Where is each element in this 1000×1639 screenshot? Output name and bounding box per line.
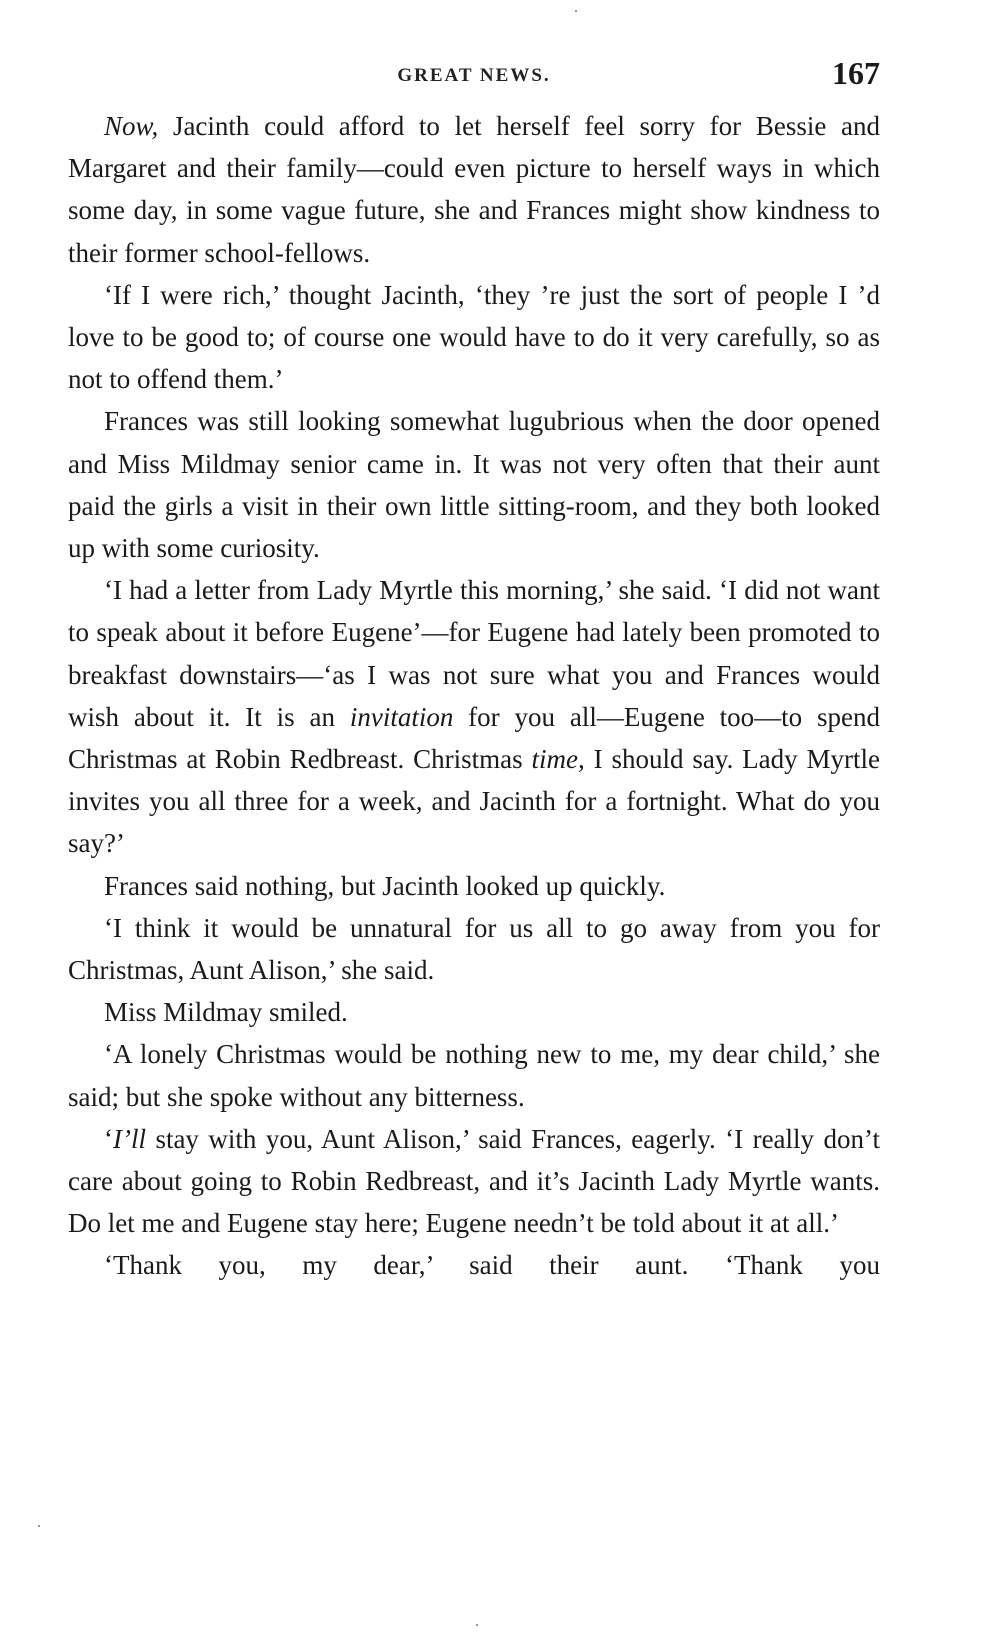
paragraph: Frances was still looking somewhat lugubrious when the door opened and Miss Mildmay senior came in. It was not very often that their aunt paid the girls a visit in their own little sitting-room, and they both looked up with some curiosity. bbox=[68, 406, 880, 564]
paragraph: ‘I had a letter from Lady Myrtle this morning,’ she said. ‘I did not want to speak about it before Eugene’—for Eugene had lately been promoted to breakfast downstairs—‘as I was not sure what you and Frances would wish about it. It is an invitation for you all—Eugene too—to spend Christmas at Robin Redbreast. Christmas time, I should say. Lady Myrtle invites you all three for a week, and Jacinth for a fortnight. What do you say?’ bbox=[68, 575, 881, 859]
book-page bbox=[68, 55, 880, 1287]
italic-word: I’ll bbox=[113, 1123, 146, 1154]
scan-speck bbox=[476, 1624, 478, 1626]
running-head: GREAT NEWS. bbox=[397, 65, 551, 86]
page-number: 167 bbox=[832, 55, 880, 91]
paragraph: ‘If I were rich,’ thought Jacinth, ‘they ’re just the sort of people I ’d love to be good to; of course one would have to do it very carefully, so as not to offend them.’ bbox=[68, 279, 880, 395]
italic-word: Now, bbox=[104, 111, 159, 141]
scan-speck bbox=[38, 1525, 40, 1527]
paragraph: ‘A lonely Christmas would be nothing new to me, my dear child,’ she said; but she spoke without any bitterness. bbox=[68, 1039, 880, 1112]
paragraph: Miss Mildmay smiled. bbox=[104, 997, 348, 1028]
scan-speck bbox=[575, 10, 577, 12]
italic-word: time, bbox=[531, 744, 585, 775]
page-header bbox=[68, 55, 880, 105]
paragraph: Frances said nothing, but Jacinth looked up quickly. bbox=[104, 870, 666, 901]
body-text bbox=[68, 105, 880, 1287]
italic-word: invitation bbox=[349, 701, 454, 732]
paragraph: ‘I’ll stay with you, Aunt Alison,’ said Frances, eagerly. ‘I really don’t care about going to Robin Redbreast, and it’s Jacinth Lady Myrtle wants. Do let me and Eugene stay here; Eugene needn’t be told about it at all.’ bbox=[68, 1123, 880, 1239]
paragraph: ‘Thank you, my dear,’ said their aunt. ‘Thank you bbox=[104, 1250, 880, 1281]
paragraph: Now, Jacinth could afford to let herself feel sorry for Bessie and Margaret and their family—could even picture to herself ways in which some day, in some vague future, she and Frances might show kindness to their former school-fellows. bbox=[68, 111, 880, 268]
paragraph: ‘I think it would be unnatural for us all to go away from you for Christmas, Aunt Alison,’ she said. bbox=[68, 912, 880, 986]
